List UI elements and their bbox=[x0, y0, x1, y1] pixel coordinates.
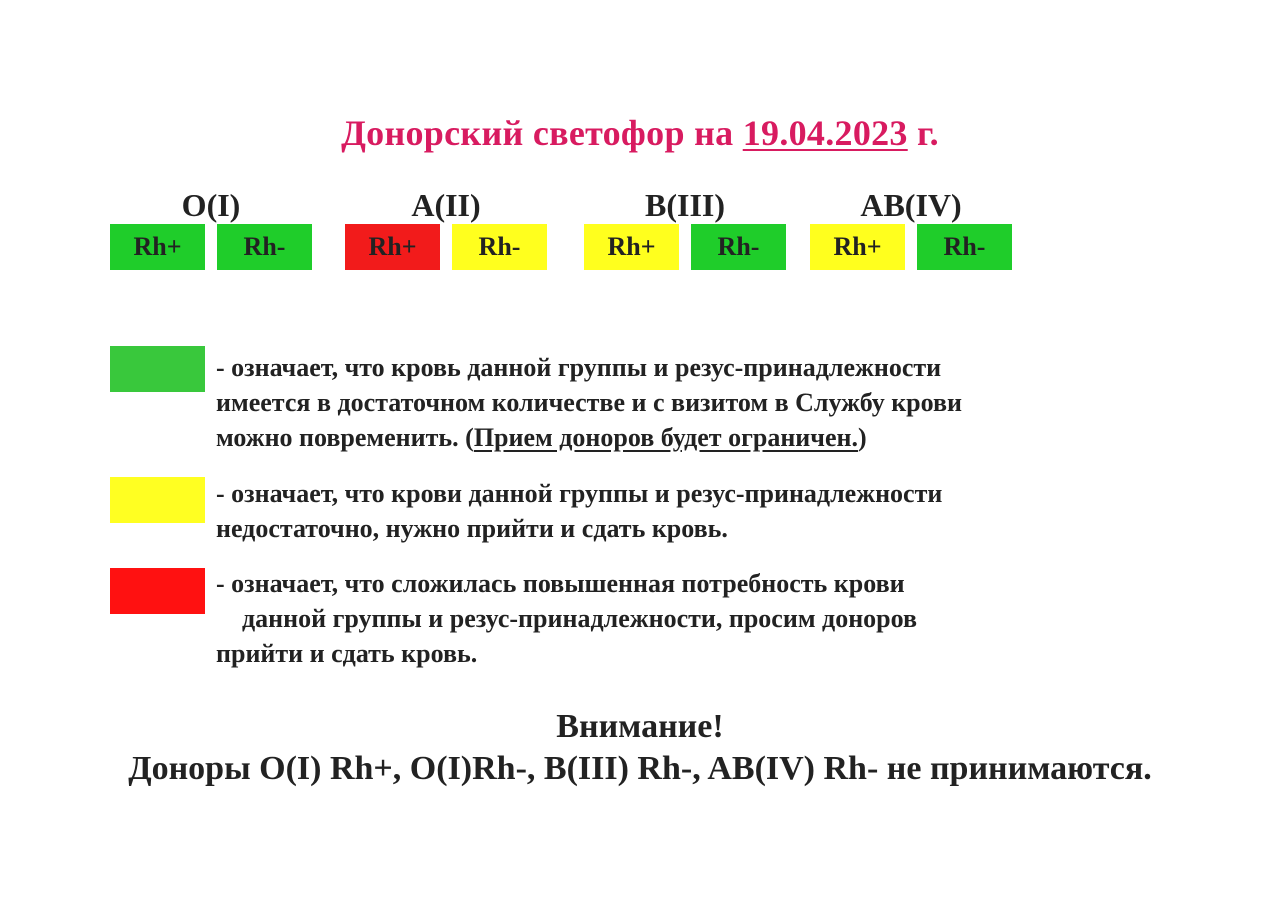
status-cell-b-rh-positive: Rh+ bbox=[584, 224, 679, 270]
legend-line: - означает, что кровь данной группы и резус-принадлежности bbox=[216, 353, 942, 382]
legend-line-text: ) bbox=[857, 423, 867, 452]
legend-line-text: имеется в достаточном количестве и с визитом в Службу крови bbox=[216, 388, 963, 417]
legend-line: недостаточно, нужно прийти и сдать кровь. bbox=[216, 514, 728, 543]
title-date: 19.04.2023 bbox=[742, 113, 908, 153]
blood-group-label: O(I) bbox=[181, 187, 241, 223]
status-cell-o-rh-positive: Rh+ bbox=[110, 224, 205, 270]
legend-line bbox=[216, 385, 1176, 420]
limited-reception-note: Прием доноров будет ограничен. bbox=[473, 423, 858, 452]
status-cell-ab-rh-positive: Rh+ bbox=[810, 224, 905, 270]
blood-group-a bbox=[345, 186, 547, 270]
legend-red-text bbox=[216, 566, 1176, 671]
blood-group-label: AB(IV) bbox=[860, 187, 962, 223]
blood-group-label: A(II) bbox=[411, 187, 481, 223]
page-title bbox=[0, 112, 1280, 154]
legend-line-text: можно повременить. ( bbox=[216, 423, 474, 452]
blood-group-label: B(III) bbox=[644, 187, 725, 223]
status-cell-b-rh-negative: Rh- bbox=[691, 224, 786, 270]
status-cell-a-rh-negative: Rh- bbox=[452, 224, 547, 270]
warning-heading: Внимание! bbox=[556, 708, 724, 745]
legend-red-swatch bbox=[110, 568, 205, 614]
legend-yellow-swatch bbox=[110, 477, 205, 523]
legend-line bbox=[216, 420, 1176, 455]
status-cell-ab-rh-negative: Rh- bbox=[917, 224, 1012, 270]
status-cell-o-rh-negative: Rh- bbox=[217, 224, 312, 270]
legend-line: данной группы и резус-принадлежности, просим доноров bbox=[242, 604, 918, 633]
title-suffix: г. bbox=[907, 113, 939, 153]
status-cell-a-rh-positive: Rh+ bbox=[345, 224, 440, 270]
legend-line: - означает, что крови данной группы и резус-принадлежности bbox=[216, 479, 943, 508]
blood-group-ab bbox=[810, 186, 1012, 270]
legend-line: - означает, что сложилась повышенная потребность крови bbox=[216, 569, 905, 598]
legend-line: прийти и сдать кровь. bbox=[216, 639, 478, 668]
legend-green-swatch bbox=[110, 346, 205, 392]
title-prefix: Донорский светофор на bbox=[341, 113, 743, 153]
legend-yellow-text bbox=[216, 476, 1176, 546]
blood-group-o bbox=[110, 186, 312, 270]
legend-green-text bbox=[216, 350, 1176, 455]
warning-text: Доноры O(I) Rh+, O(I)Rh-, B(III) Rh-, AB(IV) Rh- не принимаются. bbox=[128, 750, 1152, 787]
blood-group-b bbox=[584, 186, 786, 270]
